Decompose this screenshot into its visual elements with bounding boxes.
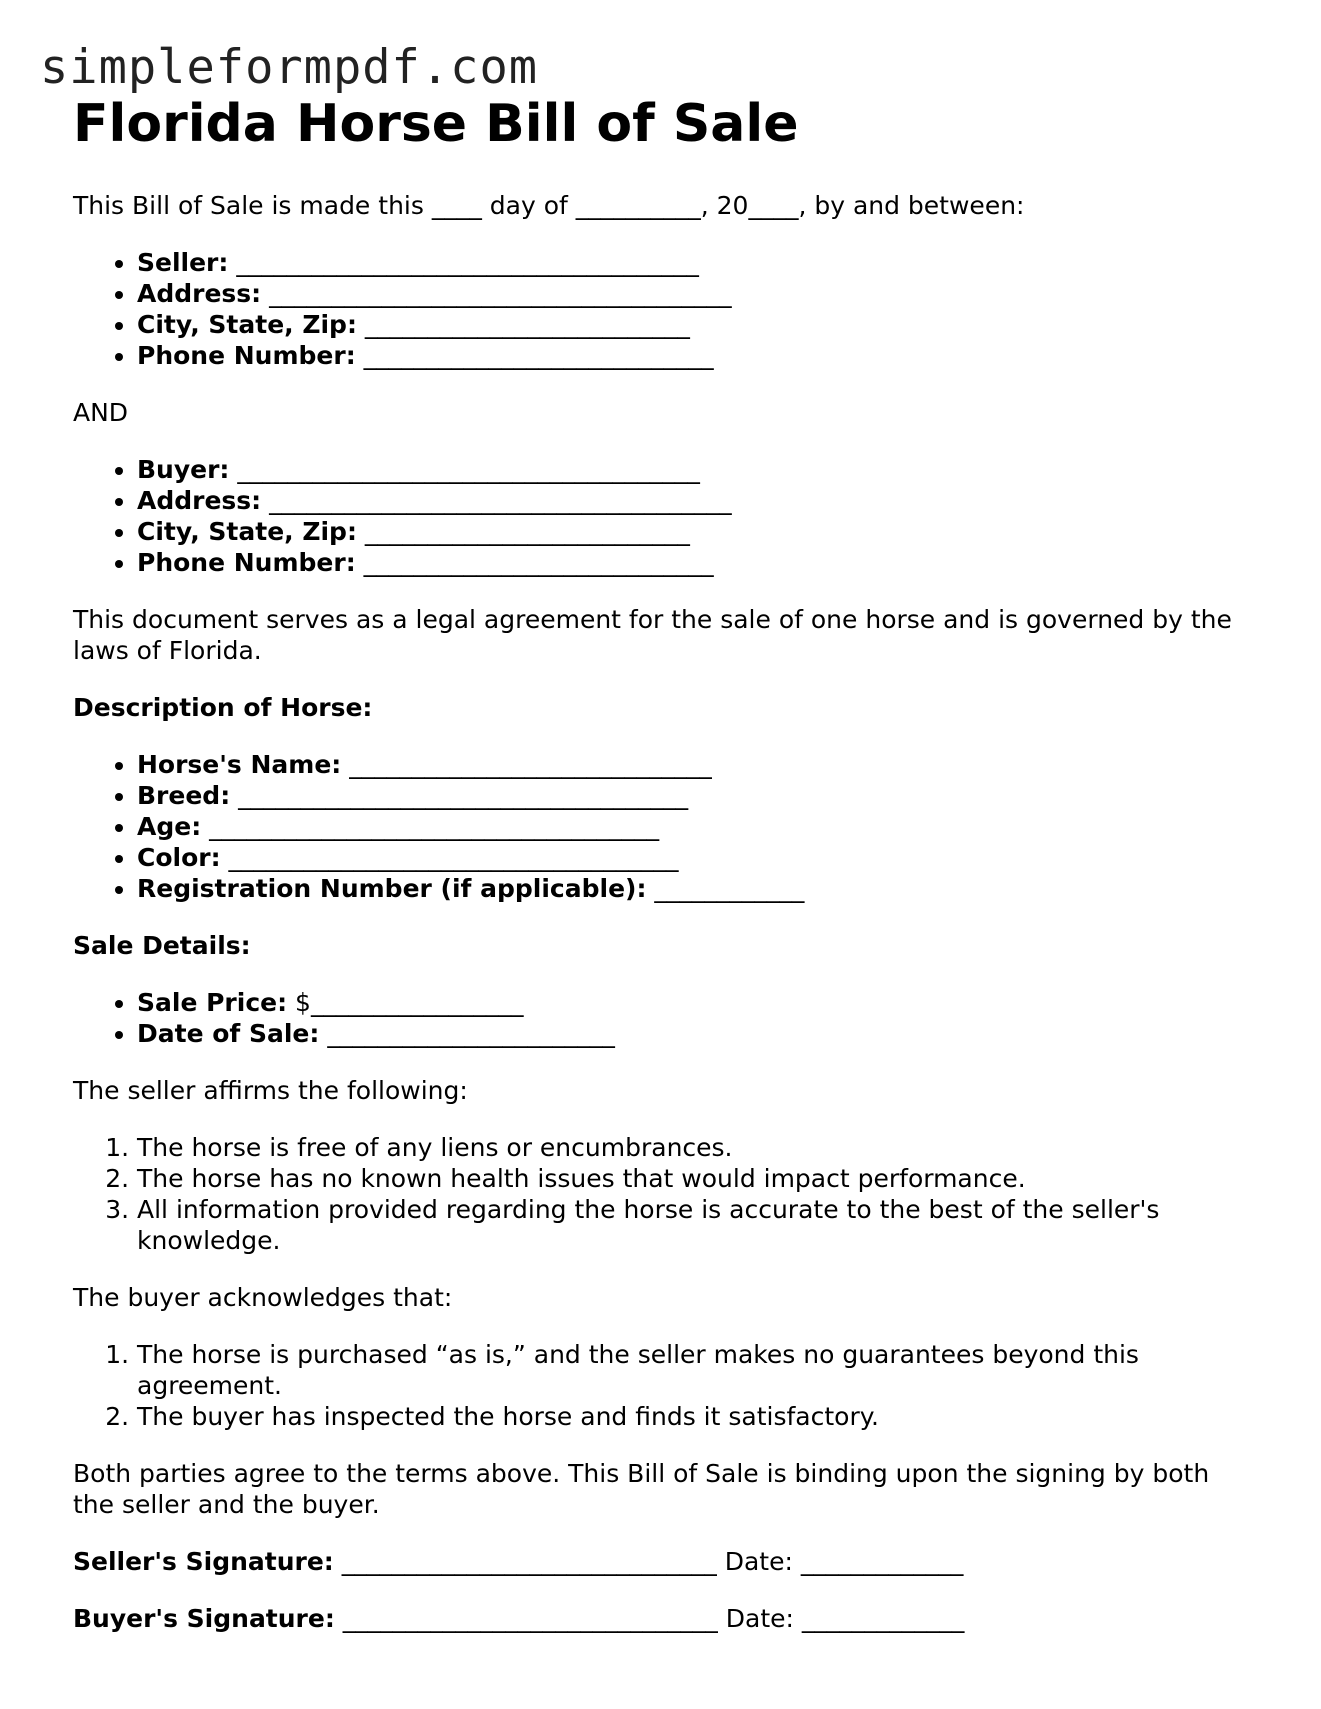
seller-affirms-intro: The seller affirms the following: [73,1076,468,1105]
sale-price-field[interactable]: • Sale Price: $_________________ [137,987,1253,1018]
seller-phone-field[interactable]: • Phone Number: ____________________________ [137,340,1253,371]
horse-description-heading: Description of Horse: [73,693,373,722]
document-title: Florida Horse Bill of Sale [73,94,799,154]
sale-fields-list [73,987,1253,1049]
horse-registration-field[interactable]: • Registration Number (if applicable): ____________ [137,873,1253,904]
horse-name-field[interactable]: • Horse's Name: _____________________________ [137,749,1253,780]
sale-date-field[interactable]: • Date of Sale: _______________________ [137,1018,1253,1049]
seller-date-blank[interactable]: _____________ [792,1547,964,1576]
list-item: 1. The horse is free of any liens or encumbrances. [137,1132,1253,1163]
buyer-address-field[interactable]: • Address: _____________________________________ [137,485,1253,516]
seller-signature-label: Seller's Signature: [73,1547,334,1576]
watermark: simpleformpdf.com [40,40,539,95]
seller-city-field[interactable]: • City, State, Zip: __________________________ [137,309,1253,340]
buyer-date-blank[interactable]: _____________ [793,1604,965,1633]
buyer-ack-list [73,1339,1253,1432]
seller-address-field[interactable]: • Address: _____________________________________ [137,278,1253,309]
seller-date-label: Date: [716,1547,793,1576]
buyer-city-field[interactable]: • City, State, Zip: __________________________ [137,516,1253,547]
buyer-signature-line[interactable] [73,1603,1253,1634]
seller-fields-list [73,247,1253,371]
legal-text: This document serves as a legal agreement for the sale of one horse and is governed by the laws of Florida. [73,605,1232,665]
horse-fields-list [73,749,1253,904]
horse-color-field[interactable]: • Color: ____________________________________ [137,842,1253,873]
buyer-phone-field[interactable]: • Phone Number: ____________________________ [137,547,1253,578]
list-item: 1. The horse is purchased “as is,” and the seller makes no guarantees beyond this agreement. [137,1339,1253,1401]
seller-affirms-list [73,1132,1253,1256]
buyer-ack-intro: The buyer acknowledges that: [73,1283,453,1312]
horse-breed-field[interactable]: • Breed: ____________________________________ [137,780,1253,811]
list-item: 2. The buyer has inspected the horse and finds it satisfactory. [137,1401,1253,1432]
horse-age-field[interactable]: • Age: ____________________________________ [137,811,1253,842]
closing-text: Both parties agree to the terms above. This Bill of Sale is binding upon the signing by both the seller and the buyer. [73,1459,1210,1519]
document-body [73,190,1253,1660]
buyer-name-field[interactable]: • Buyer: _____________________________________ [137,454,1253,485]
seller-signature-line[interactable] [73,1546,1253,1577]
seller-signature-blank[interactable]: ______________________________ [333,1547,717,1576]
list-item: 3. All information provided regarding the horse is accurate to the best of the seller's knowledge. [137,1194,1253,1256]
buyer-signature-blank[interactable]: ______________________________ [334,1604,718,1633]
list-item: 2. The horse has no known health issues that would impact performance. [137,1163,1253,1194]
buyer-date-label: Date: [717,1604,794,1633]
and-text: AND [73,398,129,427]
buyer-fields-list [73,454,1253,578]
sale-details-heading: Sale Details: [73,931,251,960]
intro-text: This Bill of Sale is made this ____ day of __________, 20____, by and between: [73,191,1025,220]
seller-name-field[interactable]: • Seller: _____________________________________ [137,247,1253,278]
buyer-signature-label: Buyer's Signature: [73,1604,335,1633]
